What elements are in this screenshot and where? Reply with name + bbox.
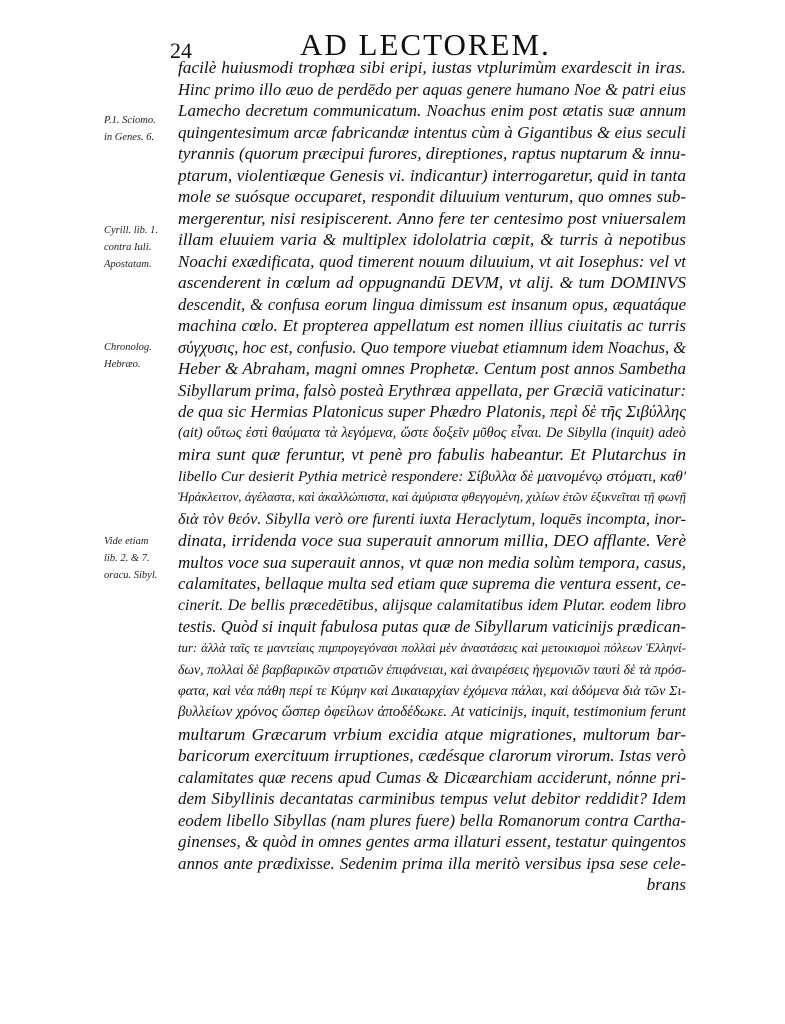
text-line: illam eluuiem varia & multiplex idololatria cœpit, & turris à nepotibus	[178, 230, 686, 249]
text-line: ascenderent in cœlum ad oppugnandū DEVM, vt alij. & tum DOMINVS	[178, 273, 686, 292]
margin-note-line: in Genes. 6.	[104, 132, 155, 143]
text-line: facilè huiusmodi trophæa sibi eripi, iustas vtplurimùm exardescit in iras.	[178, 58, 686, 77]
text-line: annos ante prædixisse. Sedenim prima illa meritò versibus ipsa sese cele-	[178, 853, 686, 873]
text-line: baricorum exercituum irruptiones, cædésque clarorum virorum. Istas verò	[178, 746, 686, 765]
text-line: Hinc primo illo æuo de perdēdo per aquas genere humano Noe & patri eius	[178, 79, 686, 99]
catchword: brans	[646, 875, 686, 894]
text-line: βυλλείων χρόνος ὥσπερ ὀφείλων ἀποδέδωκε. At vaticinijs, inquit, testimonium ferunt	[178, 704, 686, 720]
text-line: multarum Græcarum vrbium excidia atque migrationes, multorum bar-	[178, 724, 686, 744]
text-line: δων, πολλαὶ δὲ βαρβαρικῶν στρατιῶν ἐπιφάνειαι, καὶ ἀναιρέσεις ἡγεμονιῶν ταυτὶ δὲ τὰ πρόσ-	[178, 662, 686, 677]
margin-note	[104, 533, 178, 584]
margin-note-line: Vide etiam	[104, 536, 149, 547]
margin-note	[104, 222, 178, 273]
text-line: σύγχυσις, hoc est, confusio. Quo tempore viuebat etiamnum idem Noachus, &	[178, 337, 686, 357]
text-line: calamitates, bellaque multa sed etiam quæ suprema die ventura essent, ce-	[178, 574, 686, 593]
margin-note-line: contra Iuli.	[104, 242, 152, 253]
text-line: mira sunt quæ feruntur, vt penè pro fabulis habeantur. Et Plutarchus in	[178, 445, 686, 464]
text-line: Sibyllarum prima, falsò posteà Erythræa appellata, per Græciā vaticinatur:	[178, 380, 686, 400]
text-line: (ait) οὕτως ἐστὶ θαύματα τὰ λεγόμενα, ὥστε δοξεῖν μῦθος εἶναι. De Sibylla (inquit) adeò	[178, 424, 686, 441]
text-line: ginenses, & quòd in omnes gentes arma illaturi essent, testatur quingentos	[178, 832, 686, 851]
margin-note-line: Chronolog.	[104, 342, 152, 353]
body-text	[178, 57, 686, 896]
margin-note-line: P.1. Sciomo.	[104, 115, 156, 126]
text-line: Lamecho decretum communicatum. Noachus enim post ætatis suæ annum	[178, 101, 686, 120]
text-line: descendit, & confusa eorum lingua dimissum est insanum opus, æquatáque	[178, 294, 686, 314]
page-number: 24	[170, 38, 192, 63]
text-line: calamitates quæ recens apud Cumas & Dicæarchiam acciderunt, nónne pri-	[178, 767, 686, 787]
text-line: dem Sibyllinis decantatas carminibus tempus velut debitor reddidit? Idem	[178, 789, 686, 808]
text-line: ptarum, violentiæque Genesis vi. indicantur) interrogaretur, quid in tanta	[178, 165, 686, 185]
margin-note-line: lib. 2. & 7.	[104, 553, 150, 564]
text-line: Noachi exædificata, quod timerent nouum diluuium, vt ait Iosephus: vel vt	[178, 251, 686, 271]
text-line: libello Cur desierit Pythia metricè respondere: Σίβυλλα δὲ μαινομένῳ στόματι, καθ'	[178, 467, 686, 485]
text-line: tur: ἀλλὰ ταῖς τε μαντείαις πιμπρογεγόνασι πολλαὶ μὲν ἀναστάσεις καὶ μετοικισμοὶ πόλεων Ἑλληνί-	[178, 640, 686, 655]
text-line: mole se suósque occuparet, respondit diluuium venturum, quo omnes sub-	[178, 187, 686, 206]
text-line: φατα, καὶ νέα πάθη περί τε Κύμην καὶ Δικαιαρχίαν ἐχόμενα πάλαι, καὶ ἀδόμενα διὰ τῶν Σι-	[178, 683, 686, 699]
text-line: Heber & Abraham, magni omnes Prophetæ. Centum post annos Sambetha	[178, 359, 686, 378]
text-line: mergerentur, nisi resipiscerent. Anno fere ter centesimo post vniuersalem	[178, 208, 686, 228]
text-line: testis. Quòd si inquit fabulosa putas quæ de Sibyllarum vaticinijs prædican-	[178, 617, 686, 636]
running-title: AD LECTOREM.	[300, 27, 551, 62]
text-line: διὰ τὸν θεόν. Sibylla verò ore furenti iuxta Heraclytum, loquēs incompta, inor-	[178, 510, 686, 528]
margin-note-line: oracu. Sibyl.	[104, 570, 158, 581]
text-line: quingentesimum arcæ fabricandæ intentus cùm à Gigantibus & eius seculi	[178, 122, 686, 142]
text-line: multos voce sua superauit annos, vt quæ non media solùm tempora, casus,	[178, 552, 686, 572]
margin-note-line: Cyrill. lib. 1.	[104, 225, 158, 236]
text-line: machina cœlo. Et propterea appellatum est nomen illius ciuitatis ac turris	[178, 316, 686, 335]
text-line: de qua sic Hermias Platonicus super Phædro Platonis, περὶ δὲ τῆς Σιβύλλης	[178, 402, 686, 421]
margin-note	[104, 339, 178, 373]
margin-note-line: Apostatam.	[104, 259, 152, 270]
text-line: Ἡράκλειτον, ἀγέλαστα, καὶ ἀκαλλώπιστα, καὶ ἀμύριστα φθεγγομένη, χιλίων ἐτῶν ἐξικνεῖται τῇ φωνῇ	[178, 490, 686, 504]
text-line: dinata, irridenda voce sua superauit annorum millia, DEO afflante. Verè	[178, 531, 686, 550]
margin-note-line: Hebræo.	[104, 359, 141, 370]
margin-note	[104, 112, 178, 146]
text-line: tyrannis (quorum præcipui furores, direptiones, raptus nuptarum & innu-	[178, 144, 686, 163]
text-line: cinerit. De bellis præcedētibus, alijsque calamitatibus idem Plutar. eodem libro	[178, 596, 686, 614]
text-line: eodem libello Sibyllas (nam plures fuere) bella Romanorum contra Cartha-	[178, 810, 686, 830]
